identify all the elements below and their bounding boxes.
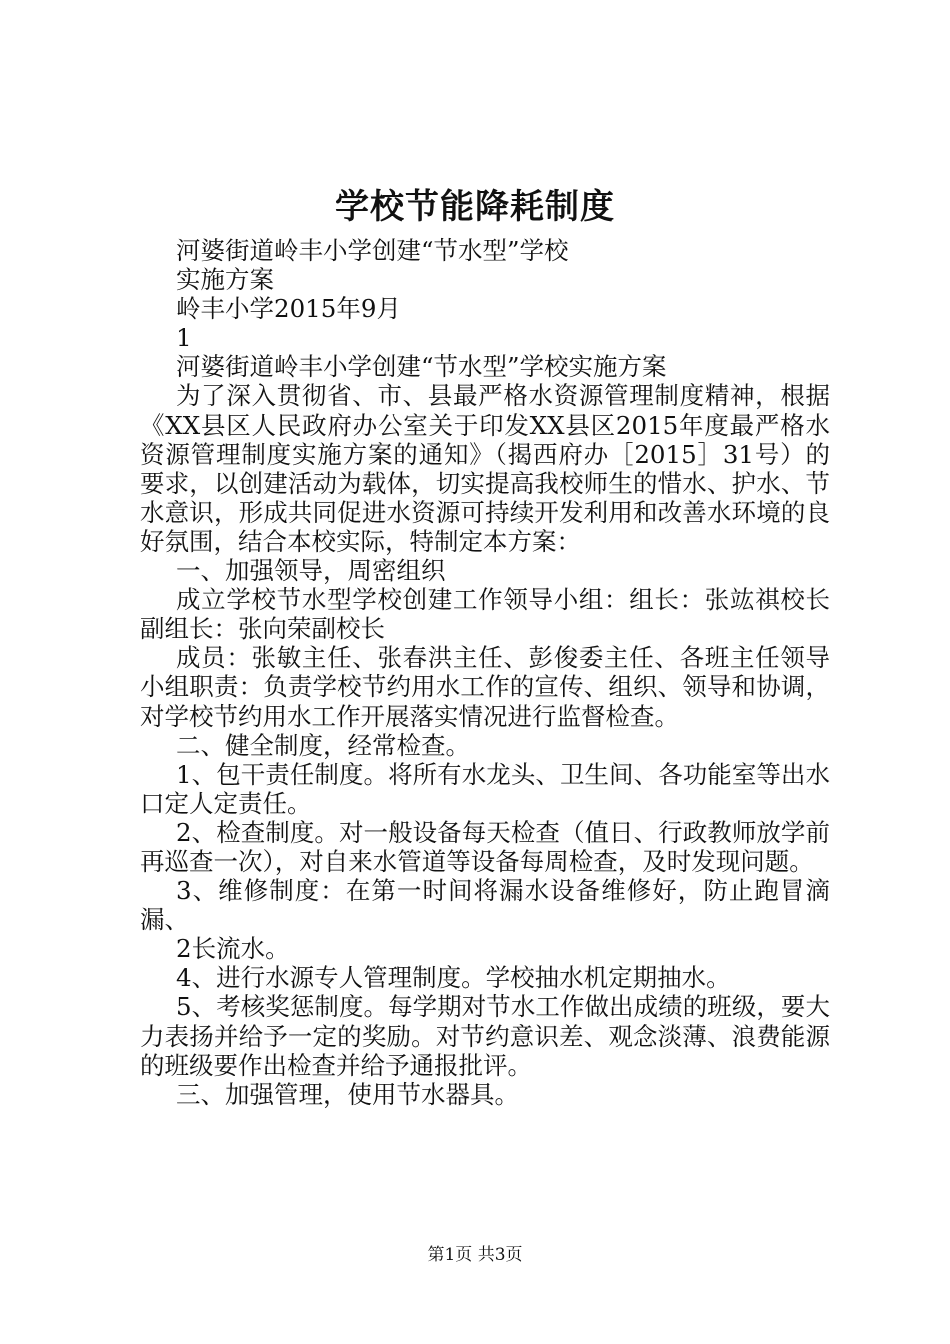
page-number-marker: 1 [176,323,192,353]
leadership-paragraph: 成立学校节水型学校创建工作领导小组：组长：张竑祺校长副组长：张向荣副校长 [140,585,830,644]
page-footer: 第1页 共3页 [427,1245,523,1265]
rule-item-5: 5、考核奖惩制度。每学期对节水工作做出成绩的班级，要大力表扬并给予一定的奖励。对节约意识差、观念淡薄、浪费能源的班级要作出检查并给予通报批评。 [140,992,830,1080]
subtitle-line-1: 河婆街道岭丰小学创建“节水型”学校 [176,236,569,265]
rule-item-3-continued: 2长流水。 [176,934,290,964]
rule-item-3: 3、维修制度：在第一时间将漏水设备维修好，防止跑冒滴漏、 [140,876,830,935]
document-title: 学校节能降耗制度 [335,187,615,227]
section-heading-3: 三、加强管理，使用节水器具。 [176,1079,519,1109]
plan-heading: 河婆街道岭丰小学创建“节水型”学校实施方案 [176,352,667,382]
date-line: 岭丰小学2015年9月 [176,294,401,324]
subtitle-line-2: 实施方案 [176,265,274,295]
rule-item-1: 1、包干责任制度。将所有水龙头、卫生间、各功能室等出水口定人定责任。 [140,759,830,818]
rule-item-4: 4、进行水源专人管理制度。学校抽水机定期抽水。 [176,963,731,993]
intro-paragraph: 为了深入贯彻省、市、县最严格水资源管理制度精神，根据《XX县区人民政府办公室关于印发XX县区2015年度最严格水资源管理制度实施方案的通知》（揭西府办［2015］31号）的要求，以创建活动为载体，切实提高我校师生的惜水、护水、节水意识，形成共同促进水资源可持续开发利用和改善水环境的良好氛围，结合本校实际，特制定本方案： [140,381,830,556]
section-heading-1: 一、加强领导，周密组织 [176,556,446,586]
rule-item-2: 2、检查制度。对一般设备每天检查（值日、行政教师放学前再巡查一次），对自来水管道等设备每周检查，及时发现问题。 [140,817,830,876]
members-paragraph: 成员：张敏主任、张春洪主任、彭俊委主任、各班主任领导小组职责：负责学校节约用水工作的宣传、组织、领导和协调，对学校节约用水工作开展落实情况进行监督检查。 [140,643,830,731]
section-heading-2: 二、健全制度，经常检查。 [176,730,470,760]
document-body [140,236,830,1109]
